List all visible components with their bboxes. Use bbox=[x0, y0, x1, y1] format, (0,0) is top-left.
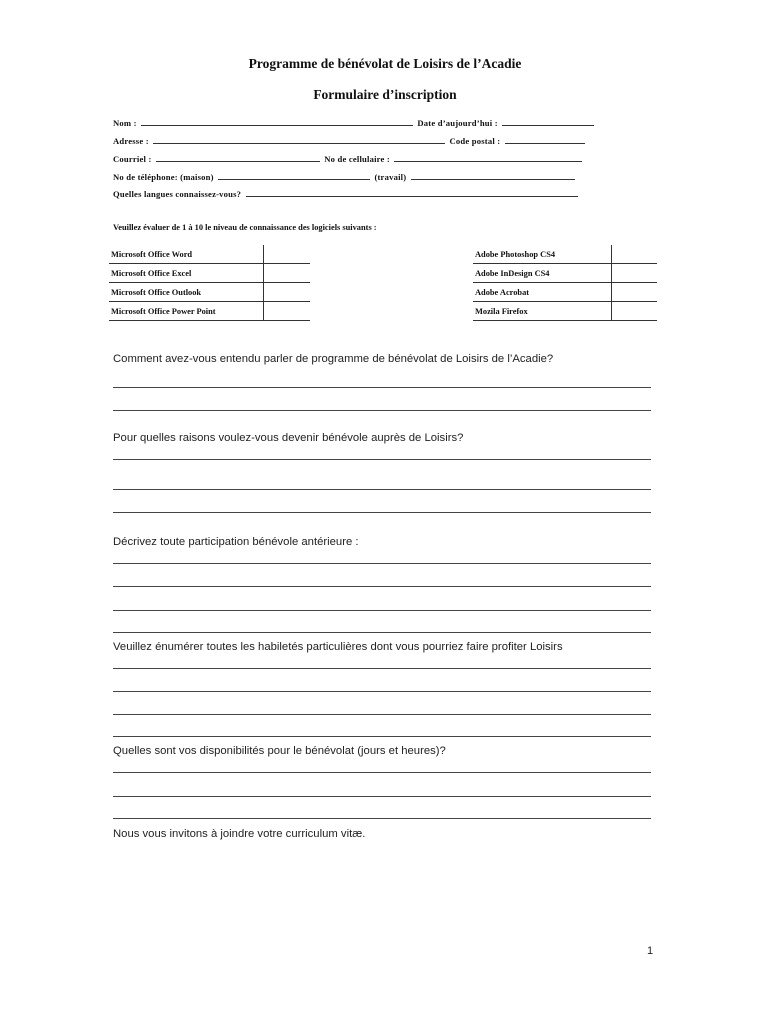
question-past-volunteering: Décrivez toute participation bénévole antérieure : bbox=[113, 536, 359, 548]
answer-line[interactable] bbox=[113, 410, 651, 411]
input-code-postal[interactable] bbox=[505, 135, 585, 144]
answer-line[interactable] bbox=[113, 736, 651, 737]
input-date[interactable] bbox=[502, 117, 594, 126]
form-title: Programme de bénévolat de Loisirs de l’Acadie bbox=[248, 56, 522, 71]
answer-line[interactable] bbox=[113, 610, 651, 611]
table-row bbox=[109, 283, 310, 302]
software-name: Microsoft Office Outlook bbox=[109, 283, 264, 302]
form-subtitle: Formulaire d’inscription bbox=[313, 87, 457, 102]
answer-line[interactable] bbox=[113, 691, 651, 692]
table-row bbox=[109, 302, 310, 321]
label-adresse: Adresse : bbox=[113, 136, 149, 146]
answer-line[interactable] bbox=[113, 459, 651, 460]
answer-line[interactable] bbox=[113, 387, 651, 388]
label-date: Date d’aujourd’hui : bbox=[417, 118, 498, 128]
question-availability: Quelles sont vos disponibilités pour le bénévolat (jours et heures)? bbox=[113, 745, 446, 757]
input-cellulaire[interactable] bbox=[394, 153, 582, 162]
answer-line[interactable] bbox=[113, 818, 651, 819]
label-courriel: Courriel : bbox=[113, 154, 152, 164]
software-name: Adobe Photoshop CS4 bbox=[473, 245, 612, 264]
input-langues[interactable] bbox=[246, 188, 578, 197]
label-telephone-maison: No de téléphone: (maison) bbox=[113, 172, 214, 182]
field-row-languages bbox=[113, 188, 580, 199]
answer-line[interactable] bbox=[113, 632, 651, 633]
field-row-name-date bbox=[113, 117, 596, 128]
rating-box[interactable] bbox=[612, 264, 658, 283]
answer-line[interactable] bbox=[113, 512, 651, 513]
label-cellulaire: No de cellulaire : bbox=[324, 154, 390, 164]
label-langues: Quelles langues connaissez-vous? bbox=[113, 189, 242, 199]
field-row-address bbox=[113, 135, 587, 146]
software-instruction: Veuillez évaluer de 1 à 10 le niveau de connaissance des logiciels suivants : bbox=[113, 223, 377, 232]
software-table-left bbox=[109, 245, 310, 321]
rating-box[interactable] bbox=[612, 302, 658, 321]
answer-line[interactable] bbox=[113, 668, 651, 669]
input-adresse[interactable] bbox=[153, 135, 445, 144]
table-row bbox=[473, 283, 657, 302]
table-row bbox=[109, 245, 310, 264]
question-skills: Veuillez énumérer toutes les habiletés particulières dont vous pourriez faire profiter Loisirs bbox=[113, 641, 563, 653]
label-travail: (travail) bbox=[374, 172, 407, 182]
answer-line[interactable] bbox=[113, 714, 651, 715]
answer-line[interactable] bbox=[113, 563, 651, 564]
page-number: 1 bbox=[647, 945, 654, 957]
cv-note: Nous vous invitons à joindre votre curriculum vitæ. bbox=[113, 828, 366, 840]
label-nom: Nom : bbox=[113, 118, 137, 128]
table-row bbox=[473, 245, 657, 264]
software-name: Microsoft Office Word bbox=[109, 245, 264, 264]
answer-line[interactable] bbox=[113, 796, 651, 797]
software-table-right bbox=[473, 245, 657, 321]
answer-line[interactable] bbox=[113, 772, 651, 773]
software-name: Adobe Acrobat bbox=[473, 283, 612, 302]
field-row-phone bbox=[113, 171, 577, 182]
input-travail[interactable] bbox=[411, 171, 575, 180]
software-name: Adobe InDesign CS4 bbox=[473, 264, 612, 283]
rating-box[interactable] bbox=[612, 245, 658, 264]
rating-box[interactable] bbox=[264, 264, 311, 283]
rating-box[interactable] bbox=[264, 302, 311, 321]
rating-box[interactable] bbox=[264, 283, 311, 302]
label-code-postal: Code postal : bbox=[449, 136, 501, 146]
table-row bbox=[473, 302, 657, 321]
field-row-email-cell bbox=[113, 153, 584, 164]
rating-box[interactable] bbox=[612, 283, 658, 302]
answer-line[interactable] bbox=[113, 586, 651, 587]
question-reasons: Pour quelles raisons voulez-vous devenir bénévole auprès de Loisirs? bbox=[113, 432, 464, 444]
input-courriel[interactable] bbox=[156, 153, 320, 162]
table-row bbox=[109, 264, 310, 283]
question-heard-about: Comment avez-vous entendu parler de programme de bénévolat de Loisirs de l’Acadie? bbox=[113, 353, 554, 365]
software-name: Microsoft Office Power Point bbox=[109, 302, 264, 321]
input-nom[interactable] bbox=[141, 117, 413, 126]
input-telephone-maison[interactable] bbox=[218, 171, 370, 180]
software-name: Mozila Firefox bbox=[473, 302, 612, 321]
software-name: Microsoft Office Excel bbox=[109, 264, 264, 283]
answer-line[interactable] bbox=[113, 489, 651, 490]
table-row bbox=[473, 264, 657, 283]
rating-box[interactable] bbox=[264, 245, 311, 264]
